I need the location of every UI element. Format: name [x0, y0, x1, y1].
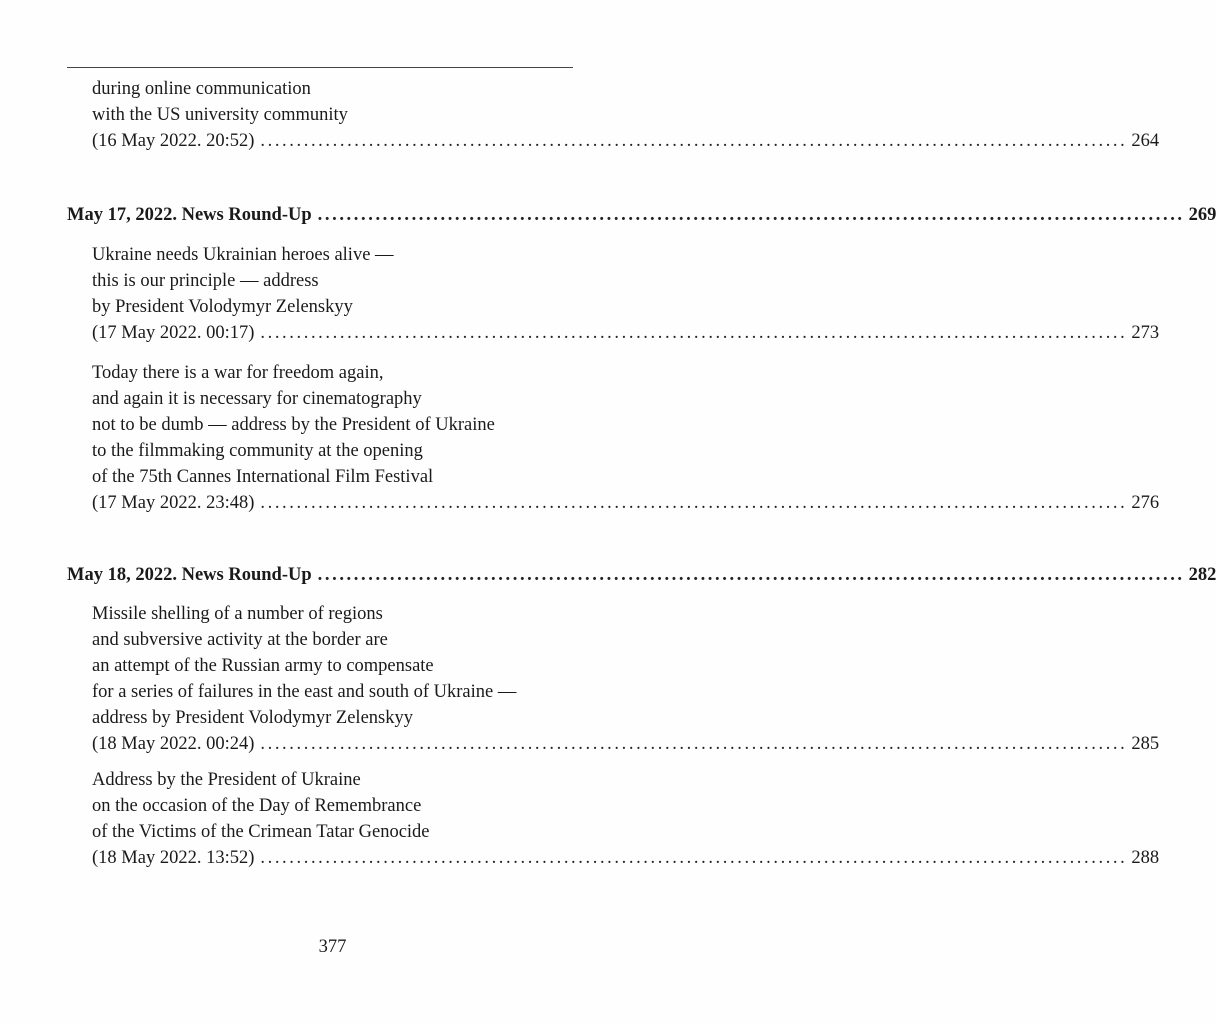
entry-page-number: 273 [1131, 323, 1160, 343]
entry-text-line: an attempt of the Russian army to compensate [92, 656, 434, 676]
dot-leader: ........................................................................................................................ [317, 205, 1185, 225]
entry-page-number: 276 [1131, 493, 1160, 513]
entry-text-line: to the filmmaking community at the opening [92, 441, 423, 461]
entry-text-line: Today there is a war for freedom again, [92, 363, 384, 383]
section-page-number: 282 [1188, 565, 1216, 585]
toc-entry [92, 76, 1160, 154]
entry-date-line [92, 128, 1160, 154]
entry-text-line: by President Volodymyr Zelenskyy [92, 297, 353, 317]
entry-text-line: of the 75th Cannes International Film Festival [92, 467, 434, 487]
entry-page-number: 288 [1131, 848, 1160, 868]
entry-text-line: not to be dumb — address by the President of Ukraine [92, 415, 495, 435]
entry-date-line [92, 490, 1160, 516]
dot-leader: ........................................................................................................................ [317, 565, 1185, 585]
toc-entry [92, 601, 1160, 757]
dot-leader: ........................................................................................................................ [260, 131, 1128, 151]
entry-text-line: this is our principle — address [92, 271, 319, 291]
dot-leader: ........................................................................................................................ [260, 493, 1128, 513]
entry-date-line [92, 845, 1160, 871]
entry-page-number: 264 [1131, 131, 1160, 151]
entry-text-line: Address by the President of Ukraine [92, 770, 361, 790]
entry-date: (16 May 2022. 20:52) [92, 131, 255, 151]
page-number: 377 [318, 937, 347, 957]
entry-text-line: and again it is necessary for cinematography [92, 389, 422, 409]
section-title: May 18, 2022. News Round-Up [67, 565, 312, 585]
entry-text-line: and subversive activity at the border are [92, 630, 388, 650]
toc-entry [92, 767, 1160, 871]
entry-date: (18 May 2022. 00:24) [92, 734, 255, 754]
toc-entry [92, 360, 1160, 516]
entry-text-line: Missile shelling of a number of regions [92, 604, 383, 624]
section-page-number: 269 [1188, 205, 1216, 225]
section-heading [67, 562, 1216, 588]
entry-text-line: Ukraine needs Ukrainian heroes alive — [92, 245, 394, 265]
section-heading [67, 202, 1216, 228]
entry-text-line: during online communication [92, 79, 311, 99]
entry-page-number: 285 [1131, 734, 1160, 754]
dot-leader: ........................................................................................................................ [260, 323, 1128, 343]
entry-text-line: of the Victims of the Crimean Tatar Genocide [92, 822, 430, 842]
top-rule [67, 67, 573, 68]
entry-text-line: with the US university community [92, 105, 348, 125]
entry-date: (17 May 2022. 00:17) [92, 323, 255, 343]
entry-date-line [92, 320, 1160, 346]
entry-date-line [92, 731, 1160, 757]
entry-text-line: on the occasion of the Day of Remembrance [92, 796, 422, 816]
entry-date: (18 May 2022. 13:52) [92, 848, 255, 868]
dot-leader: ........................................................................................................................ [260, 734, 1128, 754]
entry-date: (17 May 2022. 23:48) [92, 493, 255, 513]
entry-text-line: for a series of failures in the east and south of Ukraine — [92, 682, 517, 702]
toc-entry [92, 242, 1160, 346]
entry-text-line: address by President Volodymyr Zelenskyy [92, 708, 413, 728]
dot-leader: ........................................................................................................................ [260, 848, 1128, 868]
section-title: May 17, 2022. News Round-Up [67, 205, 312, 225]
